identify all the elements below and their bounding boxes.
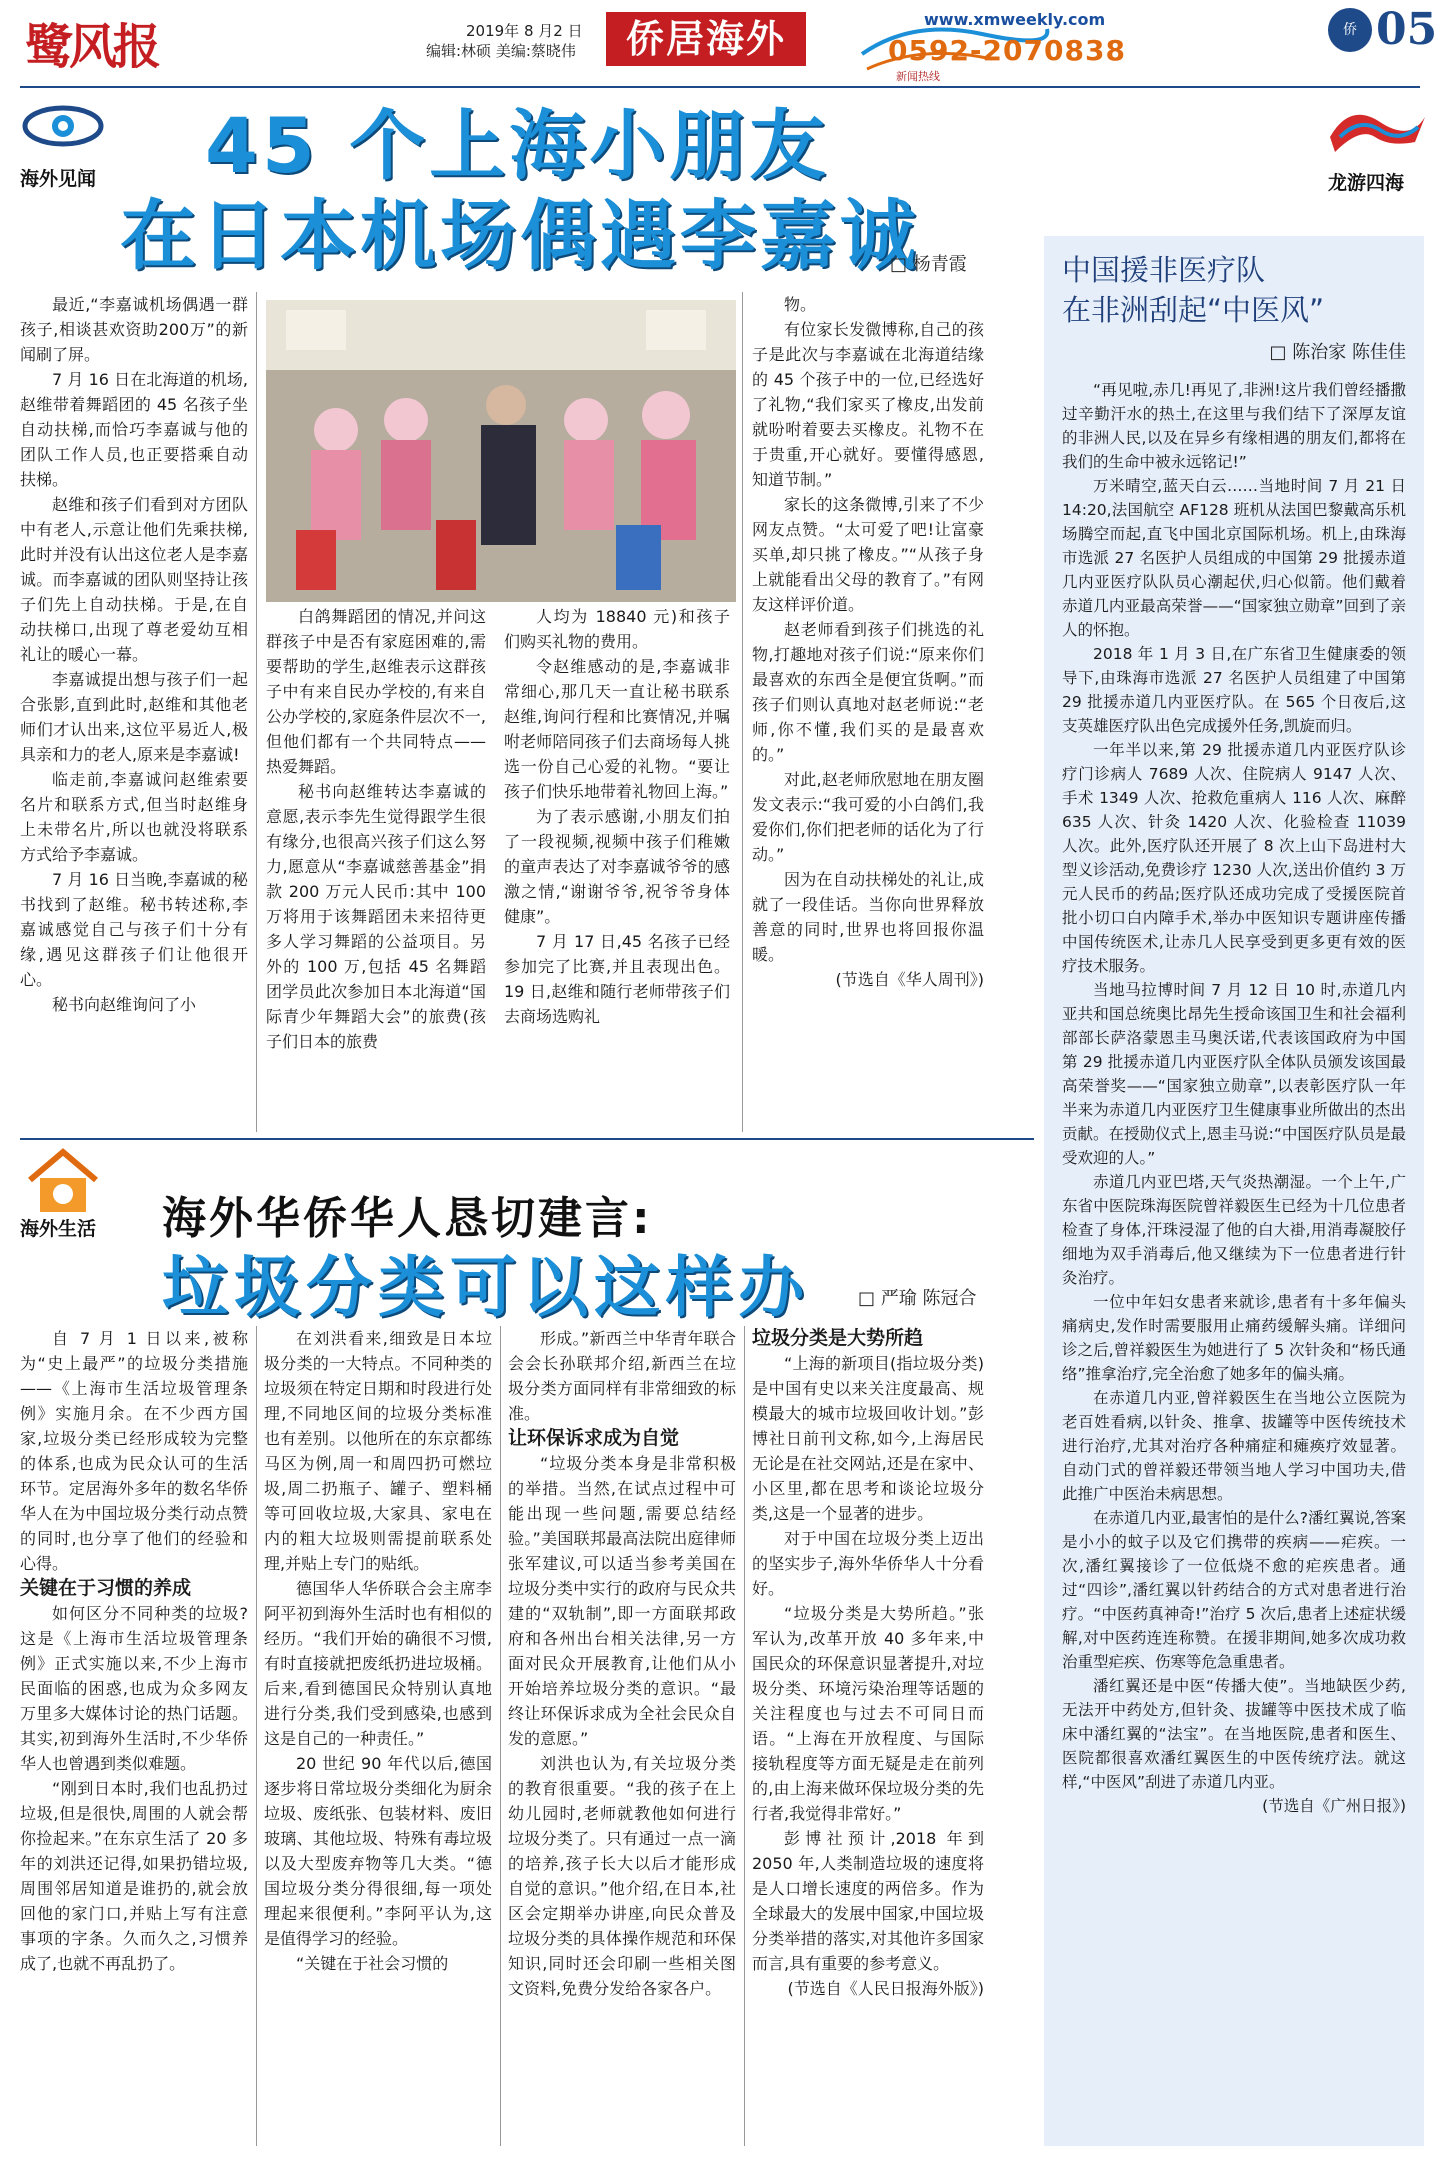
subheading: 让环保诉求成为自觉 bbox=[508, 1427, 680, 1449]
subheading: 关键在于习惯的养成 bbox=[20, 1577, 192, 1599]
article1-col3 bbox=[504, 604, 730, 1029]
paragraph: 临走前,李嘉诚问赵维索要名片和联系方式,但当时赵维身上未带名片,所以也就没将联系方式给予李嘉诚。 bbox=[20, 770, 248, 864]
paragraph: 在刘洪看来,细致是日本垃圾分类的一大特点。不同种类的垃圾须在特定日期和时段进行处理,不同地区间的垃圾分类标准也有差别。以他所在的东京都练马区为例,周一和周四扔可燃垃圾,周二扔瓶子、罐子、塑料桶等可回收垃圾,大家具、家电在内的粗大垃圾则需提前联系处理,并贴上专门的贴纸。 bbox=[264, 1329, 492, 1573]
section-label: 海外见闻 bbox=[20, 168, 97, 190]
sidebar bbox=[1044, 236, 1424, 2146]
article2-byline: □ 严瑜 陈冠合 bbox=[858, 1284, 976, 1310]
header-divider bbox=[20, 86, 1420, 88]
hotline-number: 0592-2070838 bbox=[888, 34, 1126, 67]
dragon-icon bbox=[1320, 92, 1430, 172]
subheading: 垃圾分类是大势所趋 bbox=[752, 1327, 924, 1349]
article2-col2 bbox=[264, 1326, 492, 1976]
sidebar-body bbox=[1062, 378, 1406, 1818]
paragraph: 形成。”新西兰中华青年联合会会长孙联邦介绍,新西兰在垃圾分类方面同样有非常细致的标准。 bbox=[508, 1329, 736, 1423]
sidebar-byline: □ 陈治家 陈佳佳 bbox=[1062, 338, 1406, 364]
paragraph: 李嘉诚提出想与孩子们一起合张影,直到此时,赵维和其他老师们才认出来,这位平易近人,极具亲和力的老人,原来是李嘉诚! bbox=[20, 670, 248, 764]
paragraph: 20 世纪 90 年代以后,德国逐步将日常垃圾分类细化为厨余垃圾、废纸张、包装材料、废旧玻璃、其他垃圾、特殊有毒垃圾以及大型废弃物等几大类。“德国垃圾分类分得很细,每一项处理起来很便利。”李阿平认为,这是值得学习的经验。 bbox=[264, 1754, 492, 1948]
column-divider bbox=[742, 292, 743, 1132]
headline-line1: 45 个上海小朋友 bbox=[205, 101, 830, 190]
paragraph: 自 7 月 1 日以来,被称为“史上最严”的垃圾分类措施——《上海市生活垃圾管理条例》实施月余。在不少西方国家,垃圾分类已经形成较为完整的体系,也成为民众认可的生活环节。定居海外多年的数名华侨华人在为中国垃圾分类行动点赞的同时,也分享了他们的经验和心得。 bbox=[20, 1329, 248, 1573]
paragraph: 赵老师看到孩子们挑选的礼物,打趣地对孩子们说:“原来你们最喜欢的东西全是便宜货啊。”而孩子们则认真地对赵老师说:“老师,你不懂,我们买的是最喜欢的。” bbox=[752, 620, 984, 764]
paragraph: 一位中年妇女患者来就诊,患者有十多年偏头痛病史,发作时需要服用止痛药缓解头痛。详细问诊之后,曾祥毅医生为她进行了 5 次针灸和“杨氏通络”推拿治疗,完全治愈了她多年的偏头痛。 bbox=[1062, 1293, 1406, 1383]
section-divider bbox=[20, 1138, 1034, 1140]
paragraph: 2018 年 1 月 3 日,在广东省卫生健康委的领导下,由珠海市选派 27 名医护人员组建了中国第 29 批援赤道几内亚医疗队。在 565 个日夜后,这支英雄医疗队出色完成援外任务,凯旋而归。 bbox=[1062, 645, 1406, 735]
column-divider bbox=[256, 1326, 257, 2146]
house-icon bbox=[18, 1146, 108, 1216]
article1-photo bbox=[266, 300, 736, 602]
photo-icon bbox=[266, 300, 736, 602]
paragraph: “关键在于社会习惯的 bbox=[296, 1954, 449, 1973]
sidebar-logo-label: 龙游四海 bbox=[1328, 172, 1405, 194]
column-title: 侨居海外 bbox=[606, 12, 806, 66]
paragraph: 有位家长发微博称,自己的孩子是此次与李嘉诚在北海道结缘的 45 个孩子中的一位,已经选好了礼物,“我们家买了橡皮,出发前就吩咐着要去买橡皮。礼物不在于贵重,开心就好。要懂得感恩,知道节制。” bbox=[752, 320, 984, 489]
section-badge: 侨 bbox=[1328, 8, 1372, 52]
article2-headline: 垃圾分类可以这样办 bbox=[162, 1249, 810, 1326]
paragraph: 如何区分不同种类的垃圾?这是《上海市生活垃圾管理条例》正式实施以来,不少上海市民面临的困惑,也成为众多网友万里多大媒体讨论的热门话题。其实,初到海外生活时,不少华侨华人也曾遇到类似难题。 bbox=[20, 1604, 248, 1773]
paragraph: “垃圾分类本身是非常积极的举措。当然,在试点过程中可能出现一些问题,需要总结经验。”美国联邦最高法院出庭律师张军建议,可以适当参考美国在垃圾分类中实行的政府与民众共建的“双轨制”,即一方面联邦政府和各州出台相关法律,另一方面对民众开展教育,让他们从小开始培养垃圾分类的意识。“最终让环保诉求成为全社会民众自发的意愿。” bbox=[508, 1454, 736, 1748]
hotline-label: 新闻热线 bbox=[896, 70, 940, 83]
paragraph: 家长的这条微博,引来了不少网友点赞。“太可爱了吧!让富豪买单,却只挑了橡皮。”“从孩子身上就能看出父母的教育了。”有网友这样评价道。 bbox=[752, 495, 984, 614]
masthead: 鹭风报 bbox=[25, 19, 158, 75]
paragraph: 对于中国在垃圾分类上迈出的坚实步子,海外华侨华人十分看好。 bbox=[752, 1529, 984, 1598]
column-divider bbox=[744, 1326, 745, 2146]
paragraph: 秘书向赵维询问了小 bbox=[52, 995, 197, 1014]
issue-date: 2019年 8 月2 日 bbox=[466, 22, 583, 40]
column-divider bbox=[256, 292, 257, 1132]
paragraph: 在赤道几内亚,最害怕的是什么?潘红翼说,答案是小小的蚊子以及它们携带的疾病——疟疾。一次,潘红翼接诊了一位低烧不愈的疟疾患者。通过“四诊”,潘红翼以针药结合的方式对患者进行治疗。“中医药真神奇!”治疗 5 次后,患者上述症状缓解,对中医药连连称赞。在援非期间,她多次成功救治重型疟疾、伤寒等危急重患者。 bbox=[1062, 1509, 1406, 1671]
paragraph: 因为在自动扶梯处的礼让,成就了一段佳话。当你向世界释放善意的同时,世界也将回报你温暖。 bbox=[752, 870, 984, 964]
eye-icon bbox=[18, 96, 108, 166]
article2-col1 bbox=[20, 1326, 248, 1976]
paragraph: 德国华人华侨联合会主席李阿平初到海外生活时也有相似的经历。“我们开始的确很不习惯,有时直接就把废纸扔进垃圾桶。后来,看到德国民众特别认真地进行分类,我们受到感染,也感到这是自己的一种责任。” bbox=[264, 1579, 492, 1748]
source-credit: (节选自《人民日报海外版》) bbox=[787, 1979, 984, 1998]
editors-credit: 编辑:林硕 美编:蔡晓伟 bbox=[426, 42, 576, 60]
paragraph: 一年半以来,第 29 批援赤道几内亚医疗队诊疗门诊病人 7689 人次、住院病人 9147 人次、手术 1349 人次、抢救危重病人 116 人次、麻醉 635 人次、针灸 1420 人次、化验检查 11039 人次。此外,医疗队还开展了 8 次上山下岛进村大型义诊活动,免费诊疗 1230 人次,送出价值约 3 万元人民币的药品;医疗队还成功完成了受援医院首批小切口白内障手术,举办中医知识专题讲座传播中国传统医术,让赤几人民享受到更多更有效的医疗技术服务。 bbox=[1062, 741, 1406, 975]
paragraph: 当地马拉博时间 7 月 12 日 10 时,赤道几内亚共和国总统奥比昂先生授命该国卫生和社会福利部部长萨洛蒙恩圭马奥沃诺,代表该国政府为中国第 29 批援赤道几内亚医疗队全体队员颁发该国最高荣誉奖——“国家独立勋章”,以表彰医疗队一年半来为赤道几内亚医疗卫生健康事业所做出的杰出贡献。在授勋仪式上,恩圭马说:“中国医疗队员是最受欢迎的人。” bbox=[1062, 981, 1406, 1167]
paragraph: 7 月 16 日在北海道的机场,赵维带着舞蹈团的 45 名孩子坐自动扶梯,而恰巧李嘉诚与他的团队工作人员,也正要搭乘自动扶梯。 bbox=[20, 370, 248, 489]
column-divider bbox=[500, 1326, 501, 2146]
paragraph: 赵维和孩子们看到对方团队中有老人,示意让他们先乘扶梯,此时并没有认出这位老人是李嘉诚。而李嘉诚的团队则坚持让孩子们先上自动扶梯。于是,在自动扶梯口,出现了尊老爱幼互相礼让的暖心一幕。 bbox=[20, 495, 248, 664]
source-credit: (节选自《广州日报》) bbox=[1262, 1797, 1406, 1815]
paragraph: 刘洪也认为,有关垃圾分类的教育很重要。“我的孩子在上幼儿园时,老师就教他如何进行垃圾分类了。只有通过一点一滴的培养,孩子长大以后才能形成自觉的意识。”他介绍,在日本,社区会定期举办讲座,向民众普及垃圾分类的具体操作规范和环保知识,同时还会印刷一些相关图文资料,免费分发给各家各户。 bbox=[508, 1754, 736, 1998]
website-link[interactable]: www.xmweekly.com bbox=[924, 10, 1106, 29]
article1-col2 bbox=[266, 604, 486, 1054]
section2-label: 海外生活 bbox=[20, 1218, 97, 1240]
article2-col4 bbox=[752, 1326, 984, 2001]
paragraph: “垃圾分类是大势所趋。”张军认为,改革开放 40 多年来,中国民众的环保意识显著提升,对垃圾分类、环境污染治理等话题的关注程度也与过去不可同日而语。“上海在开放程度、与国际接轨程度等方面无疑是走在前列的,由上海来做环保垃圾分类的先行者,我觉得非常好。” bbox=[752, 1604, 984, 1823]
paragraph: 7 月 16 日当晚,李嘉诚的秘书找到了赵维。秘书转述称,李嘉诚感觉自己与孩子们十分有缘,遇见这群孩子们让他很开心。 bbox=[20, 870, 248, 989]
paragraph: 物。 bbox=[784, 295, 817, 314]
paragraph: “再见啦,赤几!再见了,非洲!这片我们曾经播撒过辛勤汗水的热土,在这里与我们结下了深厚友谊的非洲人民,以及在异乡有缘相遇的朋友们,都将在我们的生命中被永远铭记!” bbox=[1062, 381, 1406, 471]
sidebar-title-line1: 中国援非医疗队 bbox=[1062, 253, 1266, 287]
paragraph: 赤道几内亚巴塔,天气炎热潮湿。一个上午,广东省中医院珠海医院曾祥毅医生已经为十几位患者检查了身体,汗珠浸湿了他的白大褂,用消毒凝胶仔细地为双手消毒后,他又继续为下一位患者进行针灸治疗。 bbox=[1062, 1173, 1406, 1287]
paragraph: 对此,赵老师欣慰地在朋友圈发文表示:“我可爱的小白鸽们,我爱你们,你们把老师的话化为了行动。” bbox=[752, 770, 984, 864]
byline: □ 杨青霞 bbox=[890, 250, 967, 276]
paragraph: 为了表示感谢,小朋友们拍了一段视频,视频中孩子们稚嫩的童声表达了对李嘉诚爷爷的感激之情,“谢谢爷爷,祝爷爷身体健康”。 bbox=[504, 807, 730, 926]
sidebar-title-line2: 在非洲刮起“中医风” bbox=[1062, 293, 1325, 327]
paragraph: 人均为 18840 元)和孩子们购买礼物的费用。 bbox=[504, 607, 730, 651]
paragraph: 万米晴空,蓝天白云……当地时间 7 月 21 日 14:20,法国航空 AF128 班机从法国巴黎戴高乐机场腾空而起,直飞中国北京国际机场。机上,由珠海市选派 27 名医护人员组成的中国第 29 批援赤道几内亚医疗队队员心潮起伏,归心似箭。他们戴着赤道几内亚最高荣誉——“国家独立勋章”回到了亲人的怀抱。 bbox=[1062, 477, 1406, 639]
paragraph: 秘书向赵维转达李嘉诚的意愿,表示李先生觉得跟学生很有缘分,也很高兴孩子们这么努力,愿意从“李嘉诚慈善基金”捐款 200 万元人民币:其中 100 万将用于该舞蹈团未来招待更多人学习舞蹈的公益项目。另外的 100 万,包括 45 名舞蹈团学员此次参加日本北海道“国际青少年舞蹈大会”的旅费(孩子们日本的旅费 bbox=[266, 782, 486, 1051]
paragraph: “上海的新项目(指垃圾分类)是中国有史以来关注度最高、规模最大的城市垃圾回收计划。”彭博社日前刊文称,如今,上海居民无论是在社交网站,还是在家中、小区里,都在思考和谈论垃圾分类,这是一个显著的进步。 bbox=[752, 1354, 984, 1523]
page-number: 05 bbox=[1376, 4, 1438, 55]
paragraph: 在赤道几内亚,曾祥毅医生在当地公立医院为老百姓看病,以针灸、推拿、拔罐等中医传统技术进行治疗,尤其对治疗各种痛症和瘫痪疗效显著。自动门式的曾祥毅还带领当地人学习中国功夫,借此推广中医治未病思想。 bbox=[1062, 1389, 1406, 1503]
paragraph: 白鸽舞蹈团的情况,并问这群孩子中是否有家庭困难的,需要帮助的学生,赵维表示这群孩子中有来自民办学校的,有来自公办学校的,家庭条件层次不一,但他们都有一个共同特点——热爱舞蹈。 bbox=[266, 607, 486, 776]
paragraph: “刚到日本时,我们也乱扔过垃圾,但是很快,周围的人就会帮你捡起来。”在东京生活了 20 多年的刘洪还记得,如果扔错垃圾,周围邻居知道是谁扔的,就会放回他的家门口,并贴上写有注意事项的字条。久而久之,习惯养成了,也就不再乱扔了。 bbox=[20, 1779, 248, 1973]
paragraph: 潘红翼还是中医“传播大使”。当地缺医少药,无法开中药处方,但针灸、拔罐等中医技术成了临床中潘红翼的“法宝”。在当地医院,患者和医生、医院都很喜欢潘红翼医生的中医传统疗法。就这样,“中医风”刮进了赤道几内亚。 bbox=[1062, 1677, 1406, 1791]
paragraph: 令赵维感动的是,李嘉诚非常细心,那几天一直让秘书联系赵维,询问行程和比赛情况,并嘱咐老师陪同孩子们去商场每人挑选一份自己心爱的礼物。“要让孩子们快乐地带着礼物回上海。” bbox=[504, 657, 730, 801]
source-credit: (节选自《华人周刊》) bbox=[835, 970, 984, 989]
headline-line2: 在日本机场偶遇李嘉诚 bbox=[120, 191, 920, 280]
paragraph: 最近,“李嘉诚机场偶遇一群孩子,相谈甚欢资助200万”的新闻刷了屏。 bbox=[20, 295, 248, 364]
article2-kicker: 海外华侨华人恳切建言: bbox=[162, 1193, 653, 1244]
article2-col3 bbox=[508, 1326, 736, 2001]
paragraph: 7 月 17 日,45 名孩子已经参加完了比赛,并且表现出色。19 日,赵维和随行老师带孩子们去商场选购礼 bbox=[504, 932, 730, 1026]
article1-col4 bbox=[752, 292, 984, 992]
paragraph: 彭博社预计,2018 年到 2050 年,人类制造垃圾的速度将是人口增长速度的两倍多。作为全球最大的发展中国家,中国垃圾分类举措的落实,对其他许多国家而言,具有重要的参考意义。 bbox=[752, 1829, 984, 1973]
article1-col1 bbox=[20, 292, 248, 1017]
